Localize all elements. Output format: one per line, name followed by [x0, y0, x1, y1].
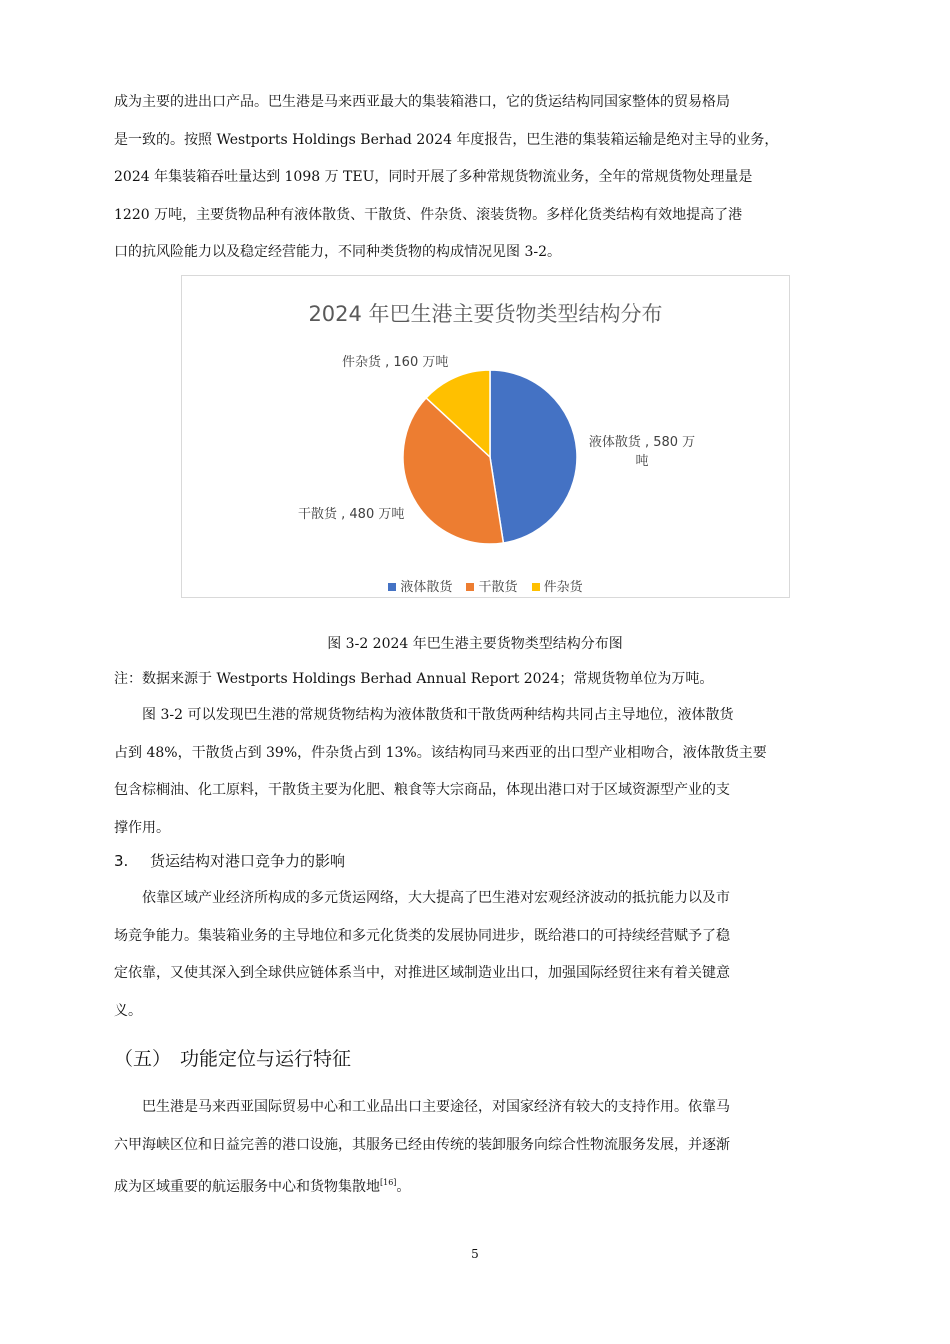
citation-reference: [16]: [380, 1178, 397, 1187]
data-label-break-bulk: 件杂货 , 160 万吨: [342, 355, 449, 370]
text-line: 巴生港是马来西亚国际贸易中心和工业品出口主要途径，对国家经济有较大的支持作用。依靠马: [142, 1099, 730, 1115]
function-paragraph: [114, 1089, 857, 1207]
figure-note: 注：数据来源于 Westports Holdings Berhad Annual Report 2024；常规货物单位为万吨。: [114, 671, 714, 687]
text-line: 图 3-2 可以发现巴生港的常规货物结构为液体散货和干散货两种结构共同占主导地位，液体散货: [142, 707, 734, 723]
impact-paragraph: [114, 880, 857, 1030]
subsection-number: 3.: [114, 852, 129, 870]
legend-label: 干散货: [478, 580, 518, 595]
text-line: 六甲海峡区位和日益完善的港口设施，其服务已经由传统的装卸服务向综合性物流服务发展，并逐渐: [114, 1136, 730, 1153]
pie-slice-liquid-bulk: [490, 370, 577, 543]
data-label-liquid-bulk: 液体散货 , 580 万吨: [588, 435, 696, 469]
page-number: 5: [471, 1247, 479, 1261]
legend-swatch: [388, 583, 396, 591]
text-line: 2024 年集装箱吞吐量达到 1098 万 TEU，同时开展了多种常规货物流业务，全年的常规货物处理量是: [114, 169, 753, 185]
text-line: 是一致的。按照 Westports Holdings Berhad 2024 年度报告，巴生港的集装箱运输是绝对主导的业务，: [114, 131, 779, 148]
sentence-end: 。: [396, 1179, 411, 1195]
figure-caption: 图 3-2 2024 年巴生港主要货物类型结构分布图: [327, 636, 623, 652]
text-line: 义。: [114, 1002, 142, 1019]
section-heading: [114, 1044, 351, 1071]
text-line: 1220 万吨，主要货物品种有液体散货、干散货、件杂货、滚装货物。多样化货类结构有效地提高了港: [114, 206, 743, 223]
legend-label: 液体散货: [400, 580, 453, 595]
text-line: 撑作用。: [114, 819, 170, 836]
legend-label: 件杂货: [543, 580, 583, 595]
chart-title: 2024 年巴生港主要货物类型结构分布: [308, 302, 663, 326]
legend-item-break-bulk: [532, 576, 583, 595]
text-line: 占到 48%，干散货占到 39%，件杂货占到 13%。该结构同马来西亚的出口型产业相吻合，液体散货主要: [114, 744, 767, 761]
section-number: （五）: [114, 1048, 172, 1070]
text-line: [114, 1164, 857, 1207]
data-label-dry-bulk: 干散货 , 480 万吨: [298, 507, 405, 522]
subsection-heading: [114, 850, 345, 871]
legend-swatch: [466, 583, 474, 591]
legend-swatch: [532, 583, 540, 591]
subsection-title: 货运结构对港口竞争力的影响: [150, 852, 346, 870]
text-line: 定依靠，又使其深入到全球供应链体系当中，对推进区域制造业出口，加强国际经贸往来有着关键意: [114, 965, 730, 981]
legend-item-dry-bulk: [466, 576, 517, 595]
text-line-content: 成为区域重要的航运服务中心和货物集散地: [114, 1179, 380, 1195]
text-line: 包含棕榈油、化工原料，干散货主要为化肥、粮食等大宗商品，体现出港口对于区域资源型产业的支: [114, 782, 730, 798]
pie-chart: [181, 275, 790, 598]
chart-legend: [182, 576, 789, 595]
text-line: 口的抗风险能力以及稳定经营能力，不同种类货物的构成情况见图 3-2。: [114, 244, 561, 260]
text-line: 场竞争能力。集装箱业务的主导地位和多元化货类的发展协同进步，既给港口的可持续经营赋予了稳: [114, 927, 730, 944]
section-title: 功能定位与运行特征: [180, 1048, 352, 1070]
analysis-paragraph: [114, 697, 857, 847]
text-line: 成为主要的进出口产品。巴生港是马来西亚最大的集装箱港口，它的货运结构同国家整体的贸易格局: [114, 94, 730, 110]
legend-item-liquid-bulk: [388, 576, 452, 595]
intro-paragraph: [114, 84, 857, 272]
text-line: 依靠区域产业经济所构成的多元货运网络，大大提高了巴生港对宏观经济波动的抵抗能力以及市: [142, 890, 730, 906]
